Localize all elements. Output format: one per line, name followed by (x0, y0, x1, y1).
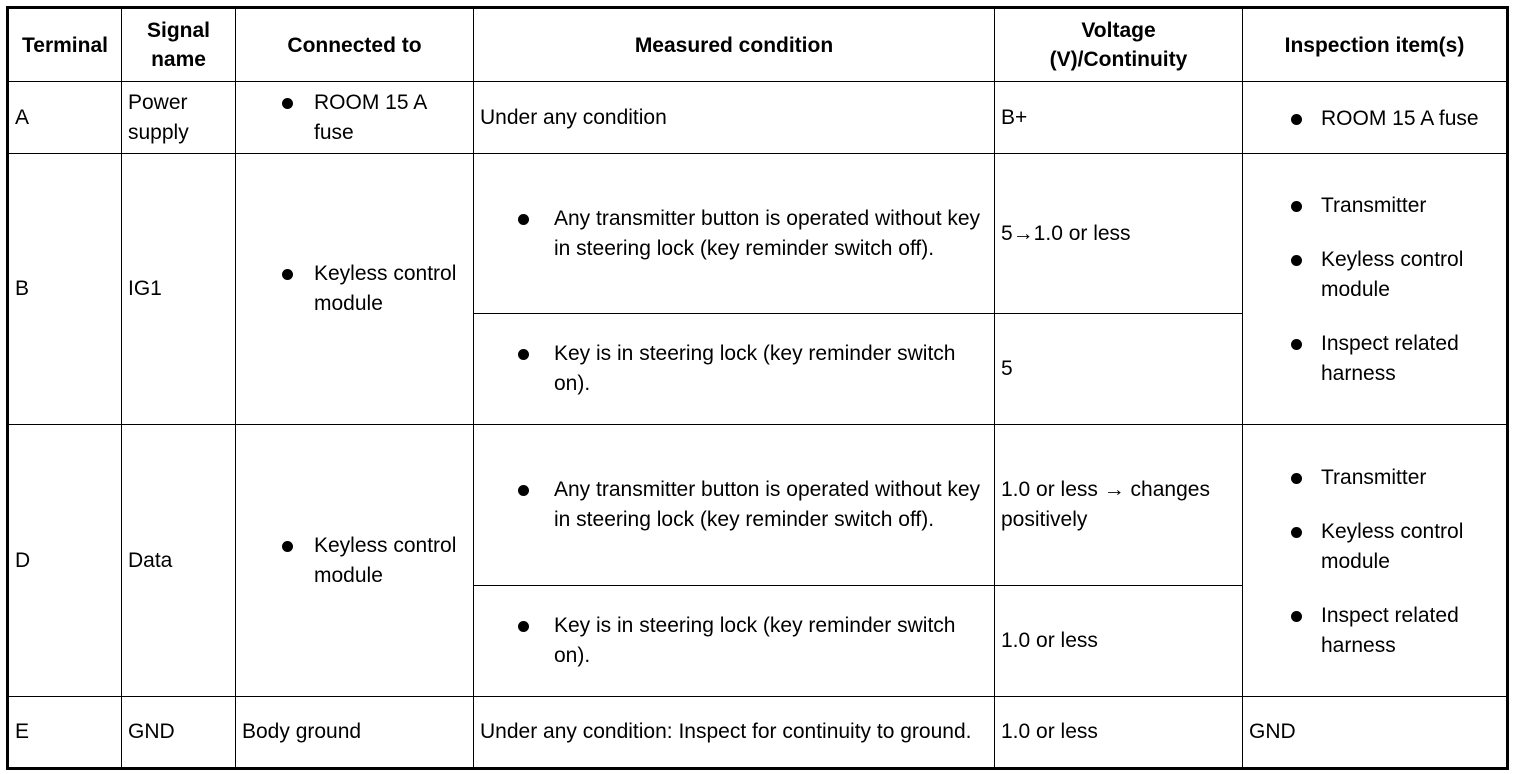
voltage-cell: 5→1.0 or less (995, 154, 1243, 314)
voltage-cell: 5 (995, 314, 1243, 425)
table-row-d (8, 425, 1508, 586)
header-terminal: Terminal (8, 8, 122, 82)
condition-cell (474, 425, 995, 586)
connected-cell (236, 154, 474, 425)
inspection-item: ROOM 15 A fuse (1249, 104, 1500, 134)
inspection-item: Keyless control module (1249, 517, 1500, 577)
header-signal-name: Signal name (122, 8, 236, 82)
connected-item: Keyless control module (242, 531, 467, 591)
signal-cell: GND (122, 697, 236, 769)
signal-cell: Power supply (122, 82, 236, 154)
condition-item: Key is in steering lock (key reminder switch on). (504, 611, 988, 671)
condition-cell (474, 154, 995, 314)
connected-cell (236, 425, 474, 697)
inspection-item: Transmitter (1249, 463, 1500, 493)
condition-item: Key is in steering lock (key reminder switch on). (504, 339, 988, 399)
table-row-b (8, 154, 1508, 314)
connected-item: ROOM 15 A fuse (242, 88, 467, 148)
connected-cell: Body ground (236, 697, 474, 769)
header-voltage: Voltage (V)/Continuity (995, 8, 1243, 82)
header-connected-to: Connected to (236, 8, 474, 82)
inspection-cell (1243, 154, 1508, 425)
terminal-cell: E (8, 697, 122, 769)
inspection-cell (1243, 82, 1508, 154)
voltage-cell: B+ (995, 82, 1243, 154)
voltage-cell: 1.0 or less → changes positively (995, 425, 1243, 586)
table-row-a (8, 82, 1508, 154)
signal-cell: Data (122, 425, 236, 697)
voltage-cell: 1.0 or less (995, 697, 1243, 769)
inspection-item: Inspect related harness (1249, 601, 1500, 661)
condition-item: Any transmitter button is operated without key in steering lock (key reminder switch off). (504, 204, 988, 264)
table-row-e (8, 697, 1508, 769)
condition-cell (474, 314, 995, 425)
header-row (8, 8, 1508, 82)
inspection-item: Inspect related harness (1249, 329, 1500, 389)
terminal-cell: A (8, 82, 122, 154)
condition-cell: Under any condition (474, 82, 995, 154)
condition-item: Any transmitter button is operated without key in steering lock (key reminder switch off). (504, 475, 988, 535)
header-inspection: Inspection item(s) (1243, 8, 1508, 82)
condition-cell: Under any condition: Inspect for continuity to ground. (474, 697, 995, 769)
inspection-item: Keyless control module (1249, 245, 1500, 305)
inspection-cell: GND (1243, 697, 1508, 769)
terminal-cell: B (8, 154, 122, 425)
header-measured-condition: Measured condition (474, 8, 995, 82)
connected-cell (236, 82, 474, 154)
inspection-item: Transmitter (1249, 191, 1500, 221)
connected-item: Keyless control module (242, 259, 467, 319)
signal-cell: IG1 (122, 154, 236, 425)
inspection-cell (1243, 425, 1508, 697)
voltage-cell: 1.0 or less (995, 586, 1243, 697)
terminal-inspection-table (6, 6, 1509, 770)
terminal-cell: D (8, 425, 122, 697)
condition-cell (474, 586, 995, 697)
